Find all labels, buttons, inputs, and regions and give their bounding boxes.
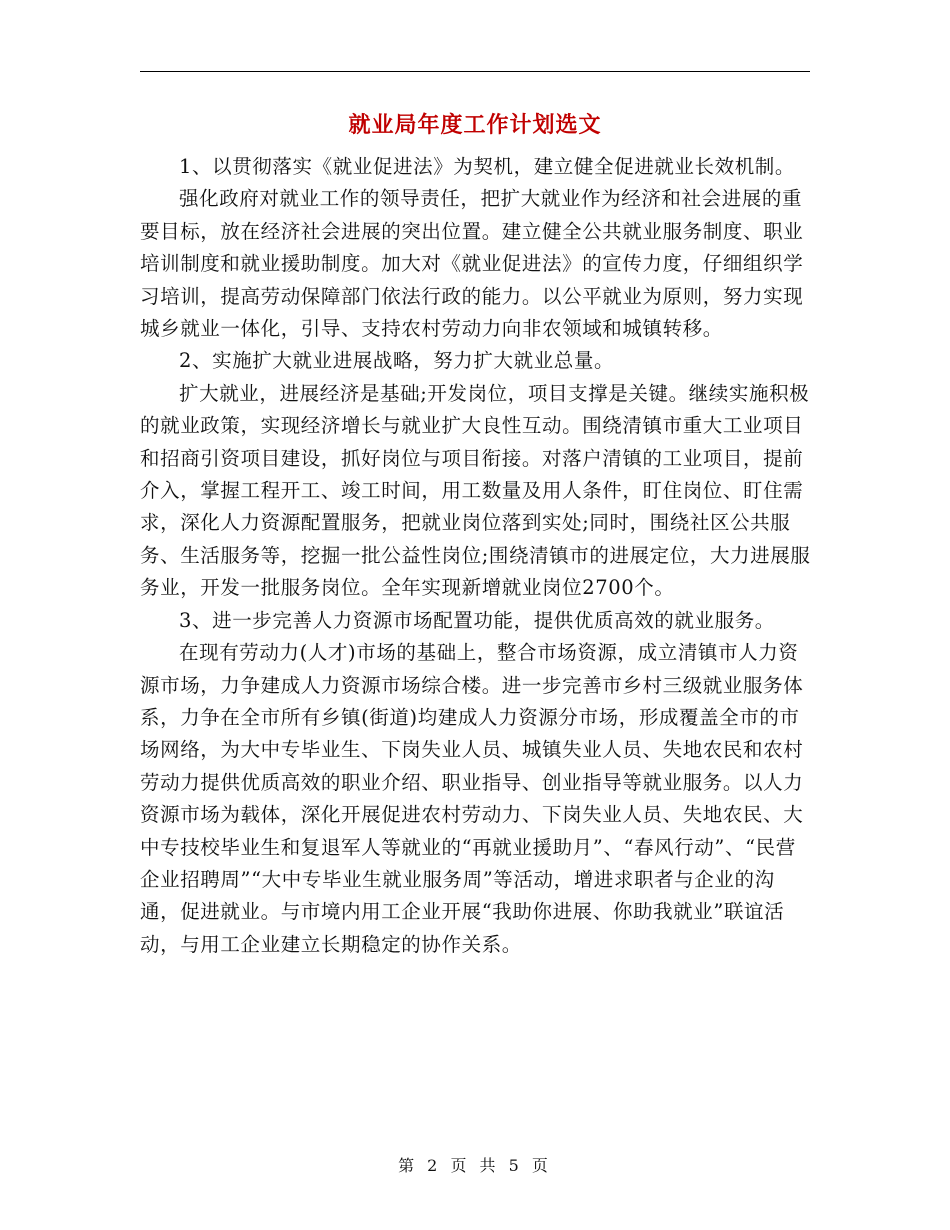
header-rule [140,71,810,72]
paragraph: 在现有劳动力(人才)市场的基础上，整合市场资源，成立清镇市人力资源市场，力争建成人力资源市场综合楼。进一步完善市乡村三级就业服务体系，力争在全市所有乡镇(街道)均建成人力资源分市场，形成覆盖全市的市场网络，为大中专毕业生、下岗失业人员、城镇失业人员、失地农民和农村劳动力提供优质高效的职业介绍、职业指导、创业指导等就业服务。以人力资源市场为载体，深化开展促进农村劳动力、下岗失业人员、失地农民、大中专技校毕业生和复退军人等就业的“再就业援助月”、“春风行动”、“民营企业招聘周”“大中专毕业生就业服务周”等活动，增进求职者与企业的沟通，促进就业。与市境内用工企业开展“我助你进展、你助我就业”联谊活动，与用工企业建立长期稳定的协作关系。 [140,641,804,956]
paragraph: 强化政府对就业工作的领导责任，把扩大就业作为经济和社会进展的重要目标，放在经济社会进展的突出位置。建立健全公共就业服务制度、职业培训制度和就业援助制度。加大对《就业促进法》的宣传力度，仔细组织学习培训，提高劳动保障部门依法行政的能力。以公平就业为原则，努力实现城乡就业一体化，引导、支持农村劳动力向非农领域和城镇转移。 [140,187,804,341]
paragraph: 扩大就业，进展经济是基础;开发岗位，项目支撑是关键。继续实施积极的就业政策，实现经济增长与就业扩大良性互动。围绕清镇市重大工业项目和招商引资项目建设，抓好岗位与项目衔接。对落户清镇的工业项目，提前介入，掌握工程开工、竣工时间，用工数量及用人条件，盯住岗位、盯住需求，深化人力资源配置服务，把就业岗位落到实处;同时，围绕社区公共服务、生活服务等，挖掘一批公益性岗位;围绕清镇市的进展定位，大力进展服务业，开发一批服务岗位。全年实现新增就业岗位2700个。 [140,381,811,600]
section-heading-1: 1、以贯彻落实《就业促进法》为契机，建立健全促进就业长效机制。 [179,155,796,178]
section-heading-3: 3、进一步完善人力资源市场配置功能，提供优质高效的就业服务。 [179,608,775,632]
page-number-footer: 第 2 页 共 5 页 [398,1156,552,1175]
document-body [140,151,812,961]
document-title: 就业局年度工作计划选文 [348,112,602,138]
section-heading-2: 2、实施扩大就业进展战略，努力扩大就业总量。 [179,349,615,373]
